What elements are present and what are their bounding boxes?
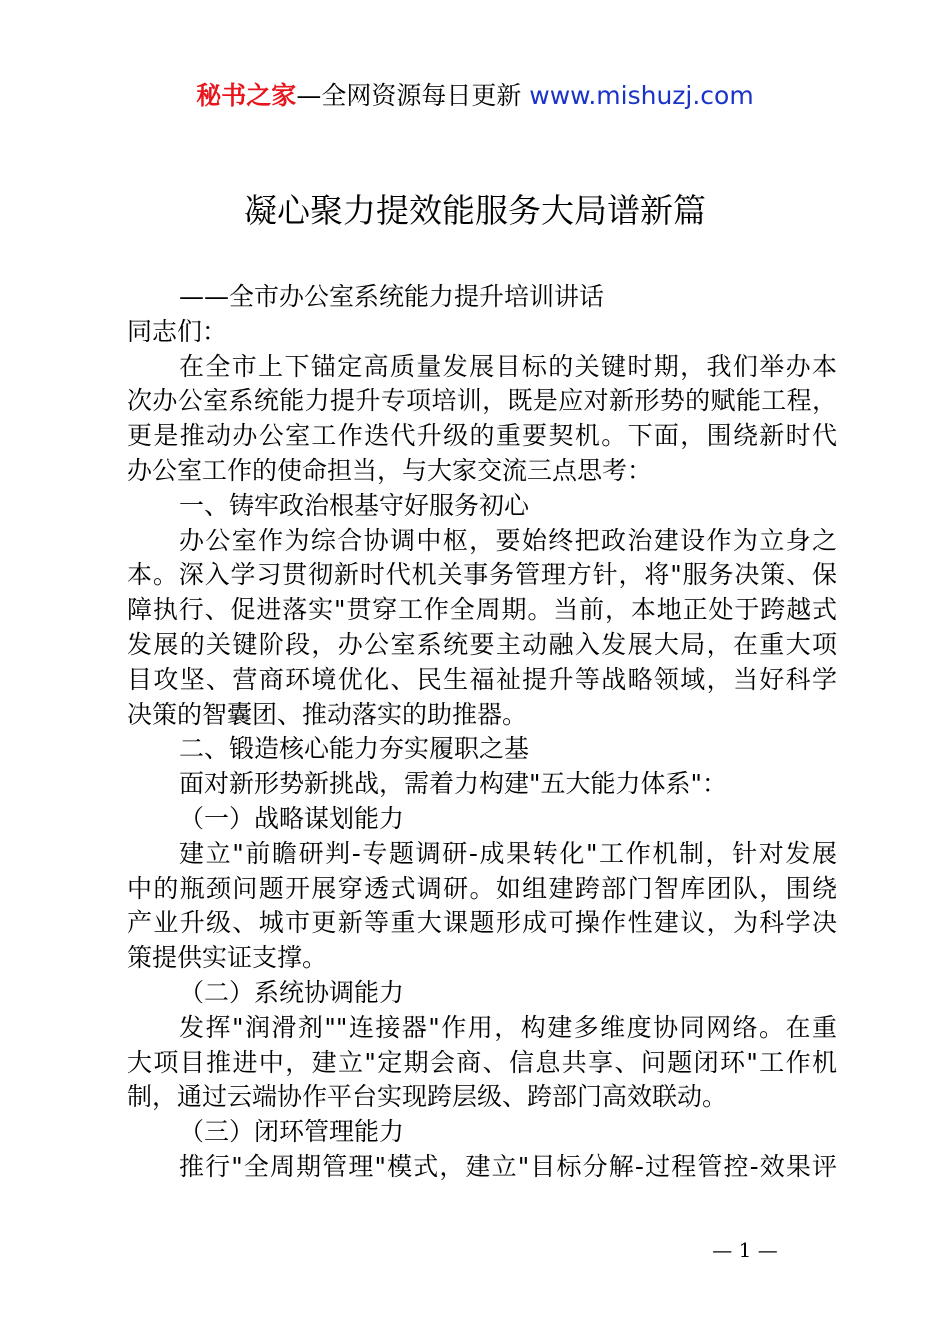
header-banner <box>0 78 950 114</box>
brand-name: 秘书之家 <box>196 81 297 110</box>
body-line: 面对新形势新挑战，需着力构建"五大能力体系"： <box>179 769 727 799</box>
subsection-heading: （三）闭环管理能力 <box>179 1117 405 1147</box>
body-line: 发挥"润滑剂""连接器"作用，构建多维度协同网络。在重 <box>179 1012 837 1042</box>
body-line: 产业升级、城市更新等重大课题形成可操作性建议，为科学决 <box>127 908 837 938</box>
body-line: 次办公室系统能力提升专项培训，既是应对新形势的赋能工程， <box>127 386 837 416</box>
body-line: 发展的关键阶段，办公室系统要主动融入发展大局，在重大项 <box>127 629 837 659</box>
body-line: 办公室作为综合协调中枢，要始终把政治建设作为立身之 <box>179 525 837 555</box>
body-line: 障执行、促进落实"贯穿工作全周期。当前，本地正处于跨越式 <box>127 595 837 625</box>
body-line: 目攻坚、营商环境优化、民生福祉提升等战略领域，当好科学 <box>127 664 837 694</box>
subtitle-line: ——全市办公室系统能力提升培训讲话 <box>179 282 605 311</box>
section-heading: 二、锻造核心能力夯实履职之基 <box>179 734 530 764</box>
body-line: 制，通过云端协作平台实现跨层级、跨部门高效联动。 <box>127 1082 728 1112</box>
body-line: 决策的智囊团、推动落实的助推器。 <box>127 699 528 729</box>
body-line: 在全市上下锚定高质量发展目标的关键时期，我们举办本 <box>179 351 837 381</box>
body-line: 建立"前瞻研判-专题调研-成果转化"工作机制，针对发展 <box>179 838 837 868</box>
body-line: 策提供实证支撑。 <box>127 943 328 973</box>
body-line: 推行"全周期管理"模式，建立"目标分解-过程管控-效果评 <box>179 1151 837 1181</box>
subsection-heading: （二）系统协调能力 <box>179 977 405 1007</box>
document-body <box>127 280 837 1185</box>
subsection-heading: （一）战略谋划能力 <box>179 803 405 833</box>
body-line: 中的瓶颈问题开展穿透式调研。如组建跨部门智库团队，围绕 <box>127 873 837 903</box>
site-url-link[interactable]: www.mishuzj.com <box>529 81 754 110</box>
body-line: 更是推动办公室工作迭代升级的重要契机。下面，围绕新时代 <box>127 421 837 451</box>
document-title: 凝心聚力提效能服务大局谱新篇 <box>244 191 706 230</box>
salutation-line: 同志们： <box>127 316 228 346</box>
header-tagline: —全网资源每日更新 <box>296 81 522 110</box>
page-number: — 1 — <box>712 1238 778 1262</box>
body-line: 本。深入学习贯彻新时代机关事务管理方针，将"服务决策、保 <box>127 560 837 590</box>
body-line: 大项目推进中，建立"定期会商、信息共享、问题闭环"工作机 <box>127 1047 837 1077</box>
section-heading: 一、铸牢政治根基守好服务初心 <box>179 490 530 520</box>
body-line: 办公室工作的使命担当，与大家交流三点思考： <box>127 455 653 485</box>
